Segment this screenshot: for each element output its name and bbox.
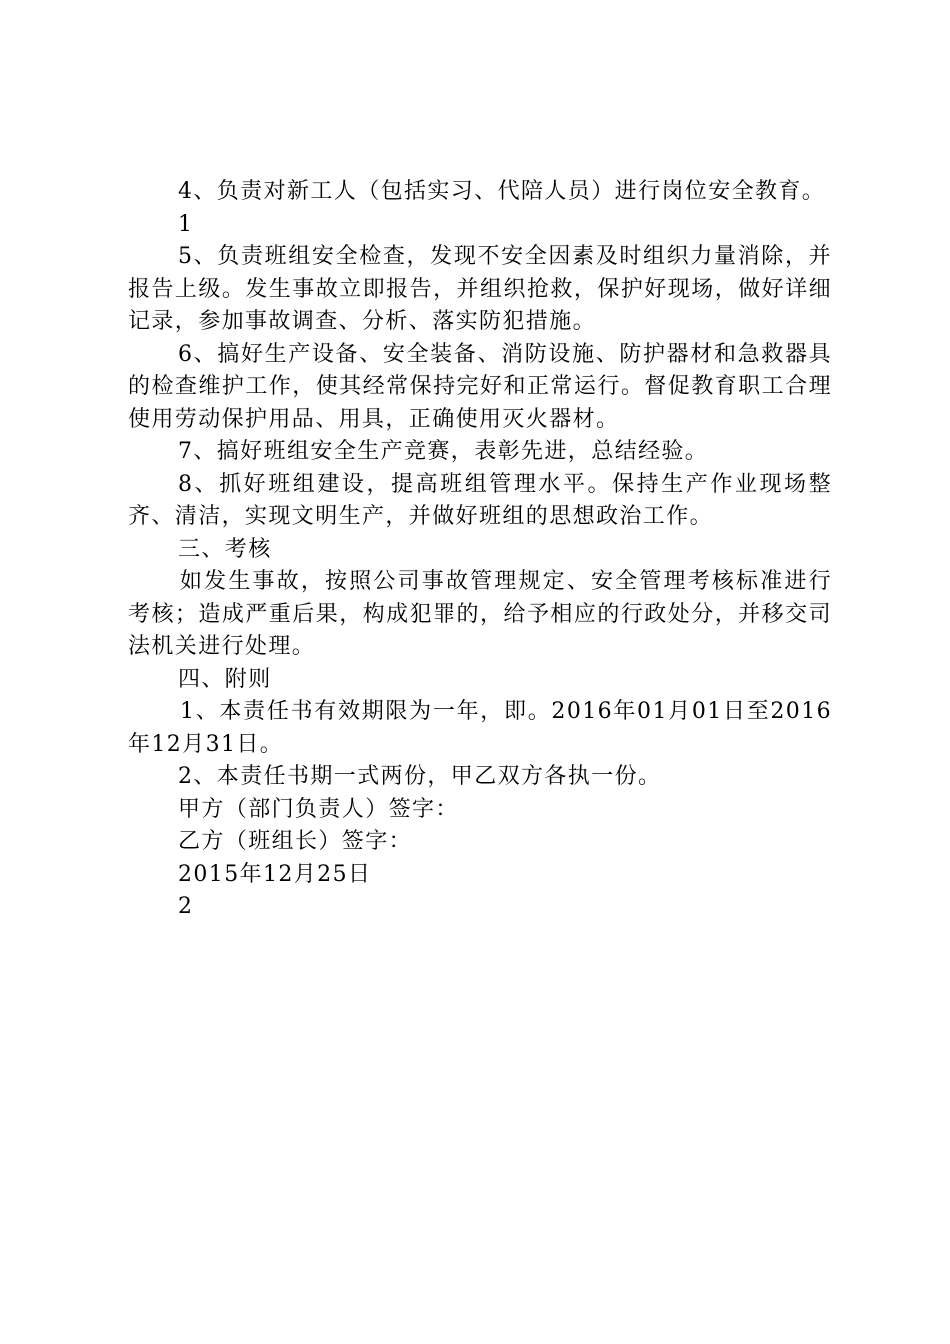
- paragraph-duty-4: 4、负责对新工人（包括实习、代陪人员）进行岗位安全教育。: [178, 179, 826, 204]
- section-heading-appendix: 四、附则: [178, 666, 272, 692]
- document-body: [128, 176, 832, 924]
- paragraph-assessment: 如发生事故，按照公司事故管理规定、安全管理考核标准进行考核；造成严重后果，构成犯罪的，给予相应的行政处分，并移交司法机关进行处理。: [128, 569, 832, 659]
- paragraph-appendix-2: 2、本责任书期一式两份，甲乙双方各执一份。: [178, 764, 662, 789]
- signature-party-b: 乙方（班组长）签字：: [178, 829, 413, 854]
- paragraph-duty-6: 6、搞好生产设备、安全装备、消防设施、防护器材和急救器具的检查维护工作，使其经常保持完好和正常运行。督促教育职工合理使用劳动保护用品、用具，正确使用灭火器材。: [128, 341, 832, 432]
- section-heading-assessment: 三、考核: [178, 536, 272, 562]
- paragraph-appendix-1: 1、本责任书有效期限为一年，即。2016年01月01日至2016年12月31日。: [128, 699, 832, 757]
- signing-date: 2015年12月25日: [178, 861, 372, 887]
- page-number-2: 2: [178, 894, 194, 919]
- paragraph-duty-8: 8、抓好班组建设，提高班组管理水平。保持生产作业现场整齐、清洁，实现文明生产，并做好班组的思想政治工作。: [128, 471, 832, 529]
- paragraph-duty-7: 7、搞好班组安全生产竞赛，表彰先进，总结经验。: [178, 439, 709, 464]
- page-number-1: 1: [178, 211, 194, 237]
- signature-party-a: 甲方（部门负责人）签字：: [178, 796, 459, 822]
- paragraph-duty-5: 5、负责班组安全检查，发现不安全因素及时组织力量消除，并报告上级。发生事故立即报告，并组织抢救，保护好现场，做好详细记录，参加事故调查、分析、落实防犯措施。: [128, 244, 832, 334]
